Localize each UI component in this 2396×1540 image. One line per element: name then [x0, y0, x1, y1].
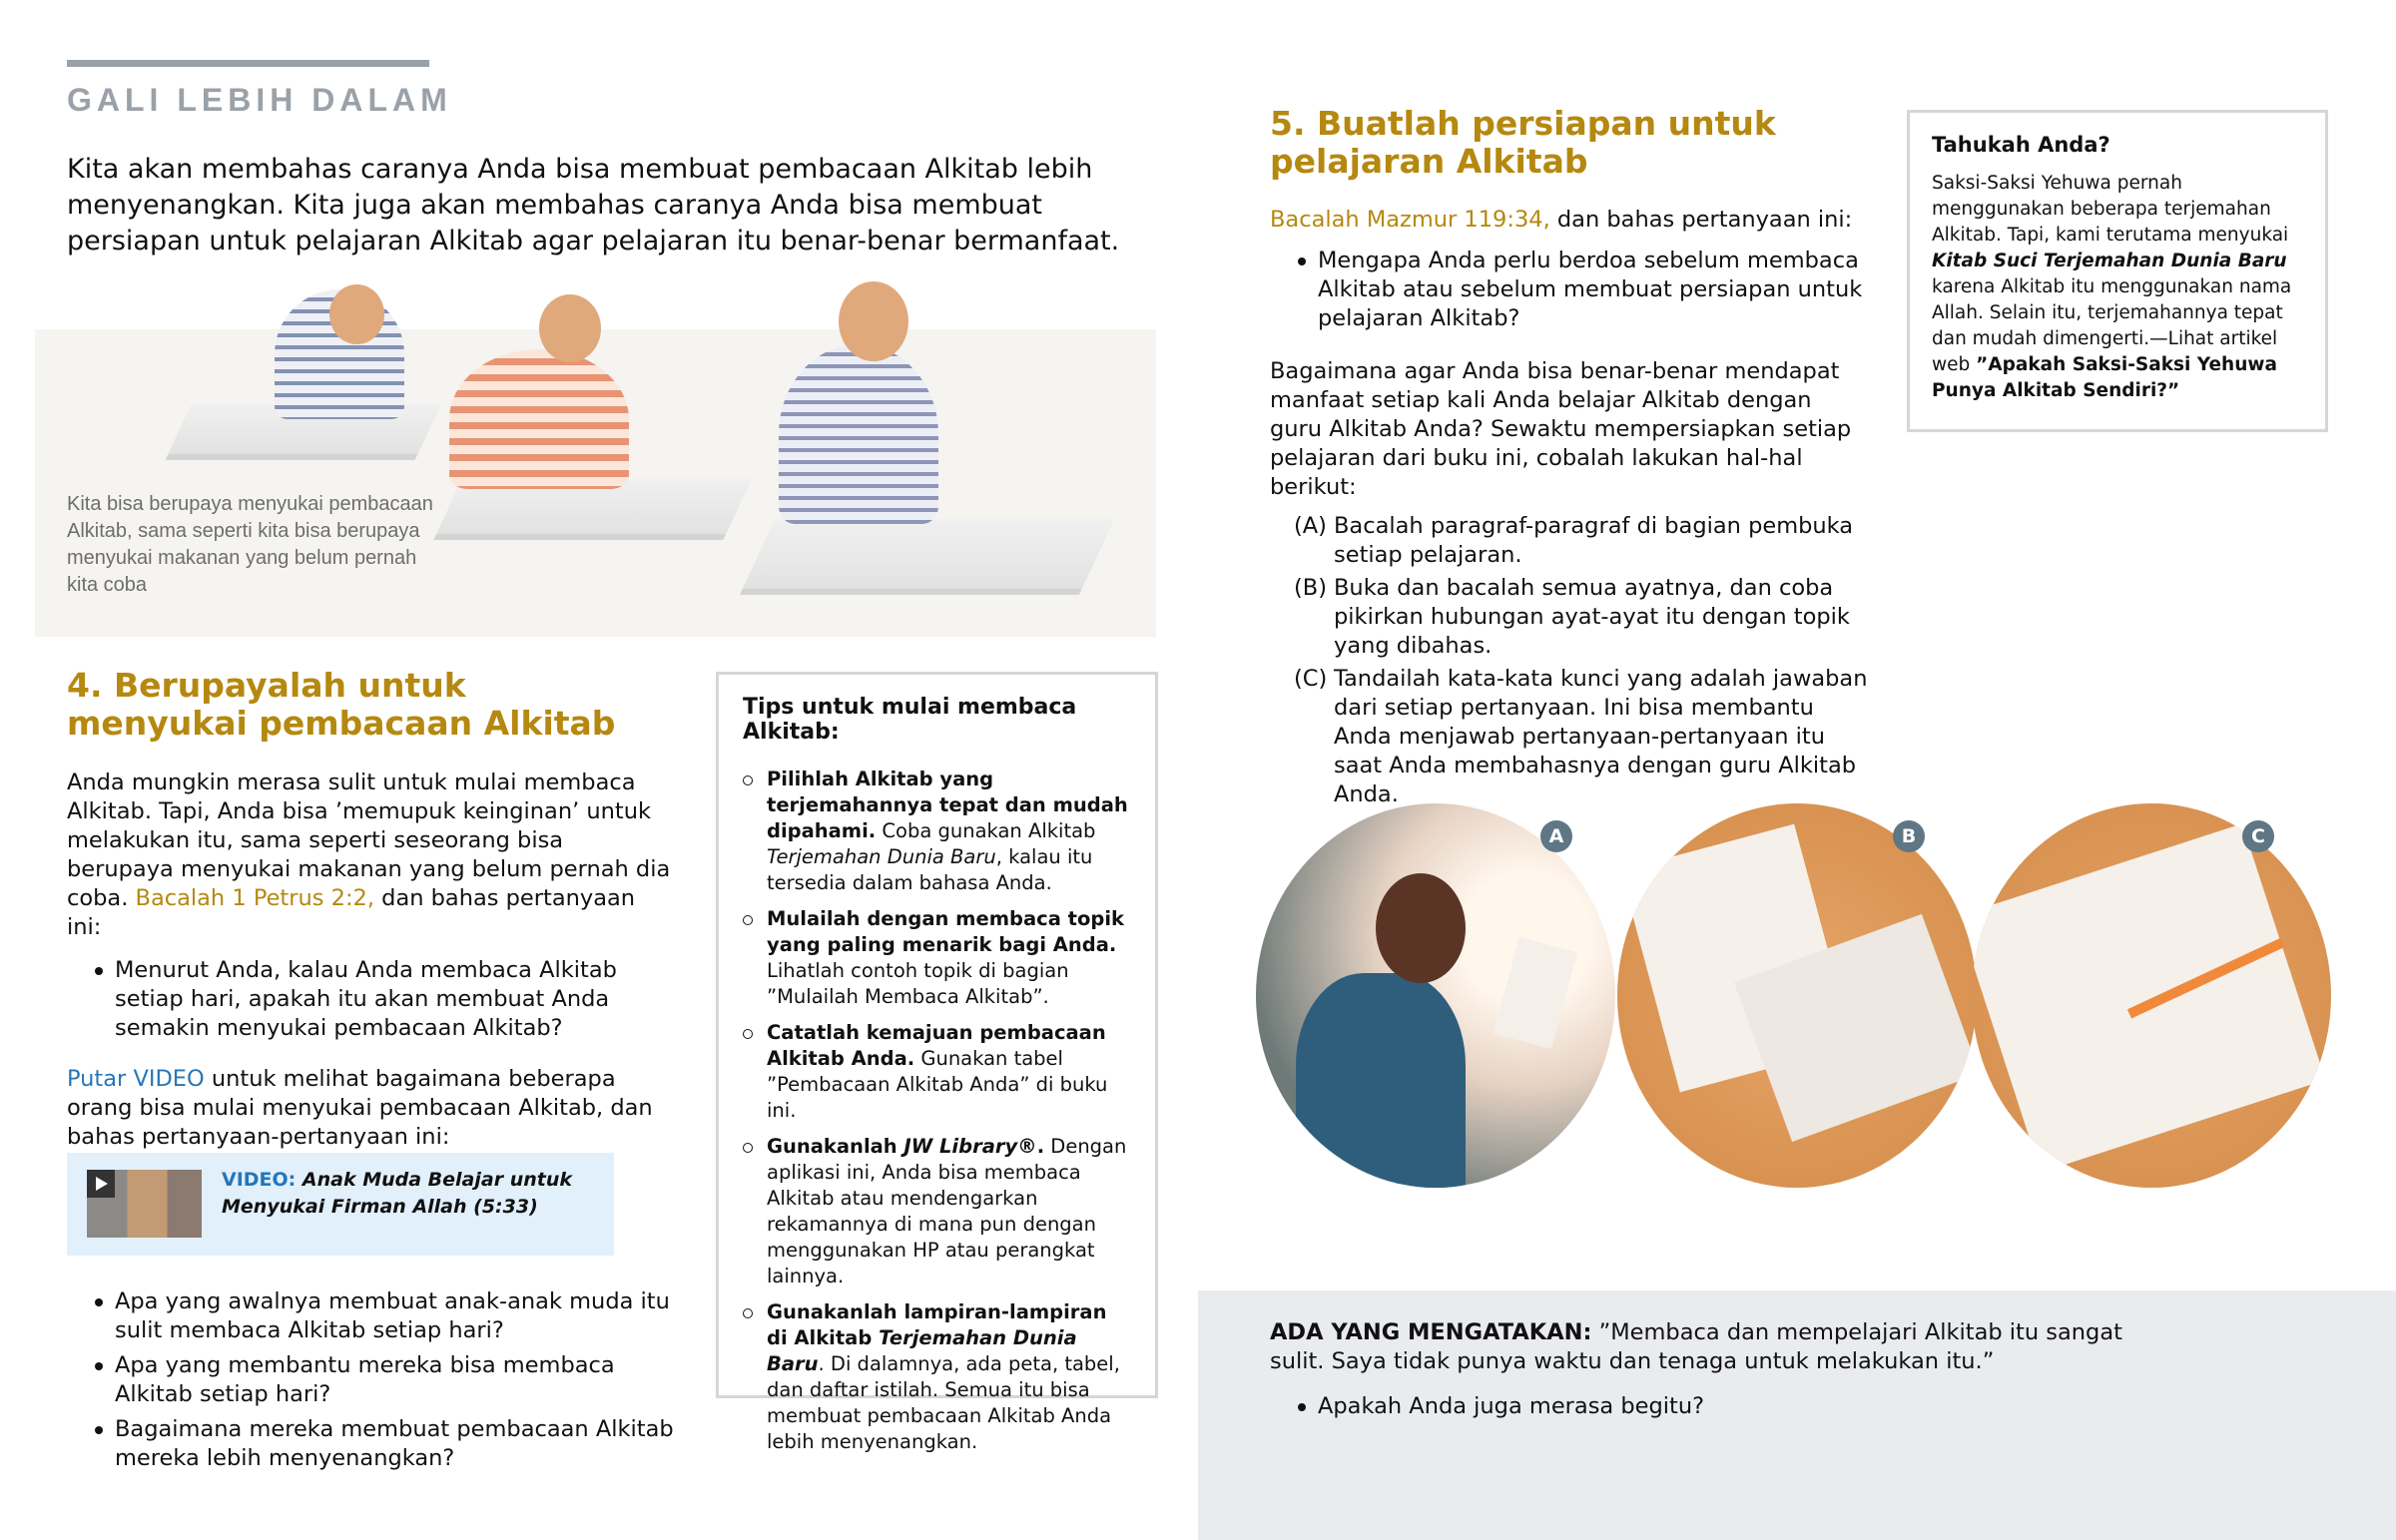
scripture-link[interactable]: Bacalah Mazmur 119:34, — [1270, 207, 1550, 233]
tip-item: Pilihlah Alkitab yang terjemahannya tepat dan mudah dipahami. Coba gunakan Alkitab Terjemahan Dunia Baru, kalau itu tersedia dalam bahasa Anda. — [743, 767, 1133, 896]
discussion-question: Apa yang awalnya membuat anak-anak muda itu sulit membaca Alkitab setiap hari? — [67, 1287, 676, 1345]
video-card[interactable] — [67, 1153, 614, 1256]
section-4-body: Anda mungkin merasa sulit untuk mulai membaca Alkitab. Tapi, Anda bisa ’memupuk keinginan’ untuk melakukan itu, sama seperti seseorang bisa berupaya menyukai makanan yang belum pernah dia coba. Bacalah 1 Petrus 2:2, dan bahas pertanyaan ini: Menurut Anda, kalau Anda membaca Alkitab setiap hari, apakah itu akan membuat Anda semakin menyukai pembacaan Alkitab? Putar VIDEO untuk melihat bagaimana beberapa orang bisa mulai menyukai pembacaan Alkitab, dan bahas pertanyaan-pertanyaan ini: — [67, 769, 676, 1152]
play-video-link[interactable]: Putar VIDEO — [67, 1066, 205, 1092]
tips-box — [716, 672, 1158, 1453]
table-image — [743, 519, 1115, 589]
tip-item: Mulailah dengan membaca topik yang paling menarik bagi Anda. Lihatlah contoh topik di bagian ”Mulailah Membaca Alkitab”. — [743, 906, 1133, 1010]
discussion-question: Mengapa Anda perlu berdoa sebelum membaca Alkitab atau sebelum membuat persiapan untuk pelajaran Alkitab? — [1270, 247, 1869, 333]
prep-step: (B) Buka dan bacalah semua ayatnya, dan coba pikirkan hubungan ayat-ayat itu dengan topik yang dibahas. — [1294, 575, 1850, 659]
video-thumbnail[interactable] — [87, 1170, 202, 1238]
did-you-know-title: Tahukah Anda? — [1932, 133, 2110, 157]
illustration-b-open-bible — [1617, 803, 1977, 1188]
section-5-paragraph: Bagaimana agar Anda bisa benar-benar mendapat manfaat setiap kali Anda belajar Alkitab dengan guru Alkitab Anda? Sewaktu mempersiapkan setiap pelajaran dari buku ini, cobalah lakukan hal-hal berikut: — [1270, 358, 1852, 500]
play-icon[interactable] — [87, 1170, 115, 1198]
video-label: VIDEO: — [222, 1169, 297, 1191]
badge-b: B — [1893, 820, 1925, 852]
boy-image — [779, 344, 938, 524]
hair-shape — [1376, 873, 1466, 983]
tip-item: Catatlah kemajuan pembacaan Alkitab Anda. Gunakan tabel ”Pembacaan Alkitab Anda” di buku ini. — [743, 1020, 1133, 1124]
boy-image — [449, 349, 629, 489]
boy-head — [539, 294, 601, 362]
section-5-title: 5. Buatlah persiapan untuk pelajaran Alkitab — [1270, 104, 1776, 181]
video-title[interactable]: Anak Muda Belajar untuk Menyukai Firman Allah (5:33) — [222, 1169, 572, 1218]
boy-head — [839, 281, 908, 361]
prep-step: (A) Bacalah paragraf-paragraf di bagian pembuka setiap pelajaran. — [1294, 513, 1854, 568]
section-5-body: Bacalah Mazmur 119:34, dan bahas pertanyaan ini: Mengapa Anda perlu berdoa sebelum membaca Alkitab atau sebelum membuat persiapan untuk pelajaran Alkitab? Bagaimana agar Anda bisa benar-benar mendapat manfaat setiap kali Anda belajar Alkitab dengan guru Alkitab Anda? Sewaktu mempersiapkan setiap pelajaran dari buku ini, cobalah lakukan hal-hal berikut: (A) Bacalah paragraf-paragraf di bagian pembuka setiap pelajaran. (B) Buka dan bacalah semua ayatnya, dan coba pikirkan hubungan ayat-ayat itu dengan topik yang dibahas. (C) Tandailah kata-kata kunci yang adalah jawaban dari setiap pertanyaan. Ini bisa membantu Anda menjawab pertanyaan-pertanyaan itu saat Anda membahasnya dengan guru Alkitab Anda. — [1270, 207, 1868, 807]
did-you-know-text: Saksi-Saksi Yehuwa pernah menggunakan beberapa terjemahan Alkitab. Tapi, kami terutama menyukai Kitab Suci Terjemahan Dunia Baru karena Alkitab itu menggunakan nama Allah. Selain itu, terjemahannya tepat dan mudah dimengerti.—Lihat artikel web ”Apakah Saksi-Saksi Yehuwa Punya Alkitab Sendiri?” — [1932, 173, 2292, 401]
some-say-quote: ADA YANG MENGATAKAN: ”Membaca dan mempelajari Alkitab itu sangat sulit. Saya tidak punya waktu dan tenaga untuk melakukan itu.” — [1270, 1319, 2122, 1374]
some-say-panel — [1198, 1290, 2396, 1540]
tip-item: Gunakanlah JW Library®. Dengan aplikasi ini, Anda bisa membaca Alkitab atau mendengarkan rekamannya di mana pun dengan menggunakan HP atau perangkat lainnya. — [743, 1134, 1133, 1289]
discussion-question: Apa yang membantu mereka bisa membaca Alkitab setiap hari? — [67, 1351, 676, 1409]
tip-item: Gunakanlah lampiran-lampiran di Alkitab Terjemahan Dunia Baru. Di dalamnya, ada peta, tabel, dan daftar istilah. Semua itu bisa membuat pembacaan Alkitab Anda lebih menyenangkan. — [743, 1299, 1133, 1455]
illustration-a-reading-phone — [1256, 803, 1615, 1188]
intro-text: Kita akan membahas caranya Anda bisa membuat pembacaan Alkitab lebih menyenangkan. Kita juga akan membahas caranya Anda bisa membuat persiapan untuk pelajaran Alkitab agar pelajaran itu benar-benar bermanfaat. — [67, 154, 1120, 257]
video-questions — [67, 1285, 676, 1473]
section-4-title: 4. Berupayalah untuk menyukai pembacaan Alkitab — [67, 666, 616, 743]
discussion-question: Bagaimana mereka membuat pembacaan Alkitab mereka lebih menyenangkan? — [67, 1415, 676, 1473]
section-rule — [67, 60, 429, 67]
scripture-link[interactable]: Bacalah 1 Petrus 2:2, — [135, 885, 374, 911]
tips-title: Tips untuk mulai membaca Alkitab: — [743, 695, 1077, 745]
phone-shape — [1494, 937, 1577, 1049]
section-kicker: GALI LEBIH DALAM — [67, 82, 452, 118]
article-link[interactable]: ”Apakah Saksi-Saksi Yehuwa Punya Alkitab Sendiri?” — [1932, 354, 2277, 401]
discussion-question: Apakah Anda juga merasa begitu? — [1270, 1392, 2168, 1421]
badge-c: C — [2242, 820, 2274, 852]
illustration-caption: Kita bisa berupaya menyukai pembacaan Alkitab, sama seperti kita bisa berupaya menyukai makanan yang belum pernah kita coba — [67, 493, 433, 596]
badge-a: A — [1540, 820, 1572, 852]
did-you-know-box — [1907, 110, 2328, 432]
prep-step: (C) Tandailah kata-kata kunci yang adalah jawaban dari setiap pertanyaan. Ini bisa membantu Anda menjawab pertanyaan-pertanyaan itu saat Anda membahasnya dengan guru Alkitab Anda. — [1294, 666, 1868, 807]
illustration-c-marking-text — [1972, 803, 2331, 1188]
backpack-shape — [1296, 973, 1466, 1188]
boy-head — [329, 284, 384, 344]
discussion-question: Menurut Anda, kalau Anda membaca Alkitab setiap hari, apakah itu akan membuat Anda semakin menyukai pembacaan Alkitab? — [67, 956, 676, 1043]
